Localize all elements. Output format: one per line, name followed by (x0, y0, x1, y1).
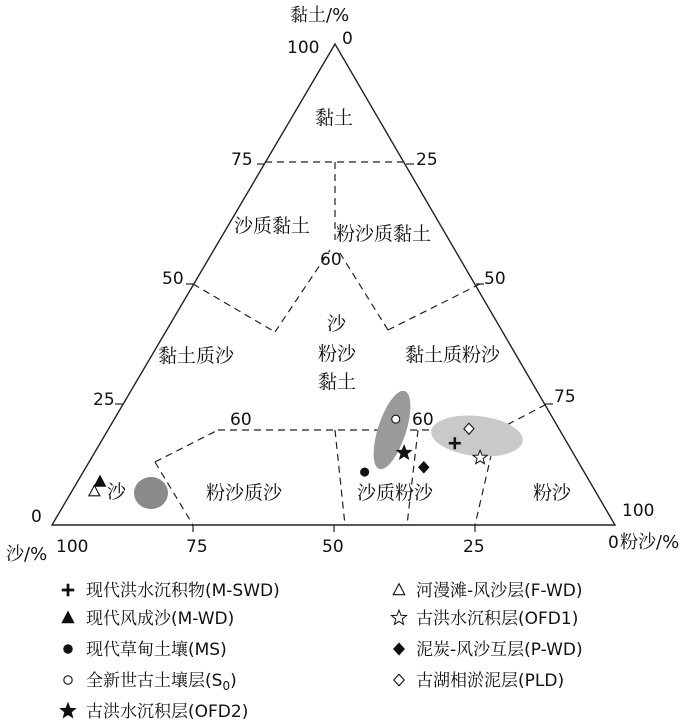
zone-silty-clay: 粉沙质黏土 (336, 223, 432, 245)
legend (61, 581, 583, 722)
clay-tick-100: 100 (287, 38, 320, 58)
clay-tick-0: 0 (31, 507, 42, 527)
sample-marker-m-wd (94, 476, 105, 487)
clay-tick-50: 50 (162, 269, 184, 289)
sample-marker-f-wd (89, 485, 100, 496)
sample-group-ellipses (134, 387, 525, 509)
sand-tick-75: 75 (186, 537, 208, 557)
silt-tick-0: 0 (342, 29, 353, 49)
inner-tick-60-c: 60 (412, 410, 434, 430)
inner-tick-60-a: 60 (320, 250, 342, 270)
ellipse-wind-sand (134, 477, 168, 509)
legend-symbol-diamond-filled (394, 643, 405, 655)
legend-symbol-circle-open (64, 676, 72, 684)
legend-symbol-triangle-filled (62, 612, 74, 623)
inner-tick-60-b: 60 (230, 410, 252, 430)
zone-sandy-silty-clay-3: 黏土 (318, 371, 357, 393)
silt-tick-50: 50 (484, 269, 506, 289)
legend-symbol-circle-filled (64, 645, 72, 653)
legend-symbol-triangle-open (393, 584, 405, 595)
legend-label-ofd1: 古洪水沉积层(OFD1) (416, 609, 579, 629)
legend-label-m-wd: 现代风成沙(M-WD) (86, 609, 235, 629)
legend-label-m-swd: 现代洪水沉积物(M-SWD) (86, 581, 280, 601)
legend-label-f-wd: 河漫滩-风沙层(F-WD) (416, 581, 583, 601)
legend-symbol-plus (62, 584, 75, 597)
legend-symbol-star-open (392, 610, 407, 624)
zone-silt: 粉沙 (533, 482, 572, 504)
legend-label-s0: 全新世古土壤层$(S_0)$ (86, 671, 237, 693)
zone-sandy-clay: 沙质黏土 (234, 215, 311, 237)
silt-tick-100: 100 (622, 501, 655, 521)
legend-label-ofd2: 古洪水沉积层(OFD2) (86, 702, 249, 722)
silt-tick-25: 25 (416, 150, 438, 170)
sample-marker-ms (361, 468, 369, 476)
legend-label-pld: 古湖相淤泥层(PLD) (416, 671, 565, 691)
legend-label-ms: 现代草甸土壤(MS) (86, 640, 227, 660)
axis-title-silt: 粉沙/% (620, 532, 680, 553)
legend-label-p-wd: 泥炭-风沙互层(P-WD) (416, 640, 583, 660)
legend-symbol-star-filled (61, 703, 76, 717)
legend-symbol-diamond-open (394, 674, 405, 686)
axis-title-clay: 黏土/% (290, 5, 350, 26)
sample-marker-s0 (392, 415, 400, 423)
zone-silty-sand: 粉沙质沙 (206, 482, 283, 504)
zone-sandy-silty-clay-2: 粉沙 (318, 343, 357, 365)
clay-tick-25: 25 (93, 390, 115, 410)
sand-tick-100: 100 (56, 537, 89, 557)
zone-sandy-silty-clay-1: 沙 (327, 313, 347, 335)
sand-tick-50: 50 (322, 537, 344, 557)
sand-tick-25: 25 (463, 537, 485, 557)
sand-tick-0: 0 (608, 533, 619, 553)
zone-clayey-sand: 黏土质沙 (158, 345, 235, 367)
zone-clayey-silt: 黏土质粉沙 (405, 344, 501, 366)
sample-marker-p-wd (419, 462, 429, 473)
axis-title-sand: 沙/% (6, 544, 48, 565)
zone-sandy-silt: 沙质粉沙 (357, 482, 434, 504)
zone-clay: 黏土 (315, 107, 354, 129)
clay-tick-75: 75 (231, 150, 253, 170)
ellipse-flood (429, 411, 525, 460)
silt-tick-75: 75 (554, 387, 576, 407)
zone-sand: 沙 (107, 481, 127, 503)
